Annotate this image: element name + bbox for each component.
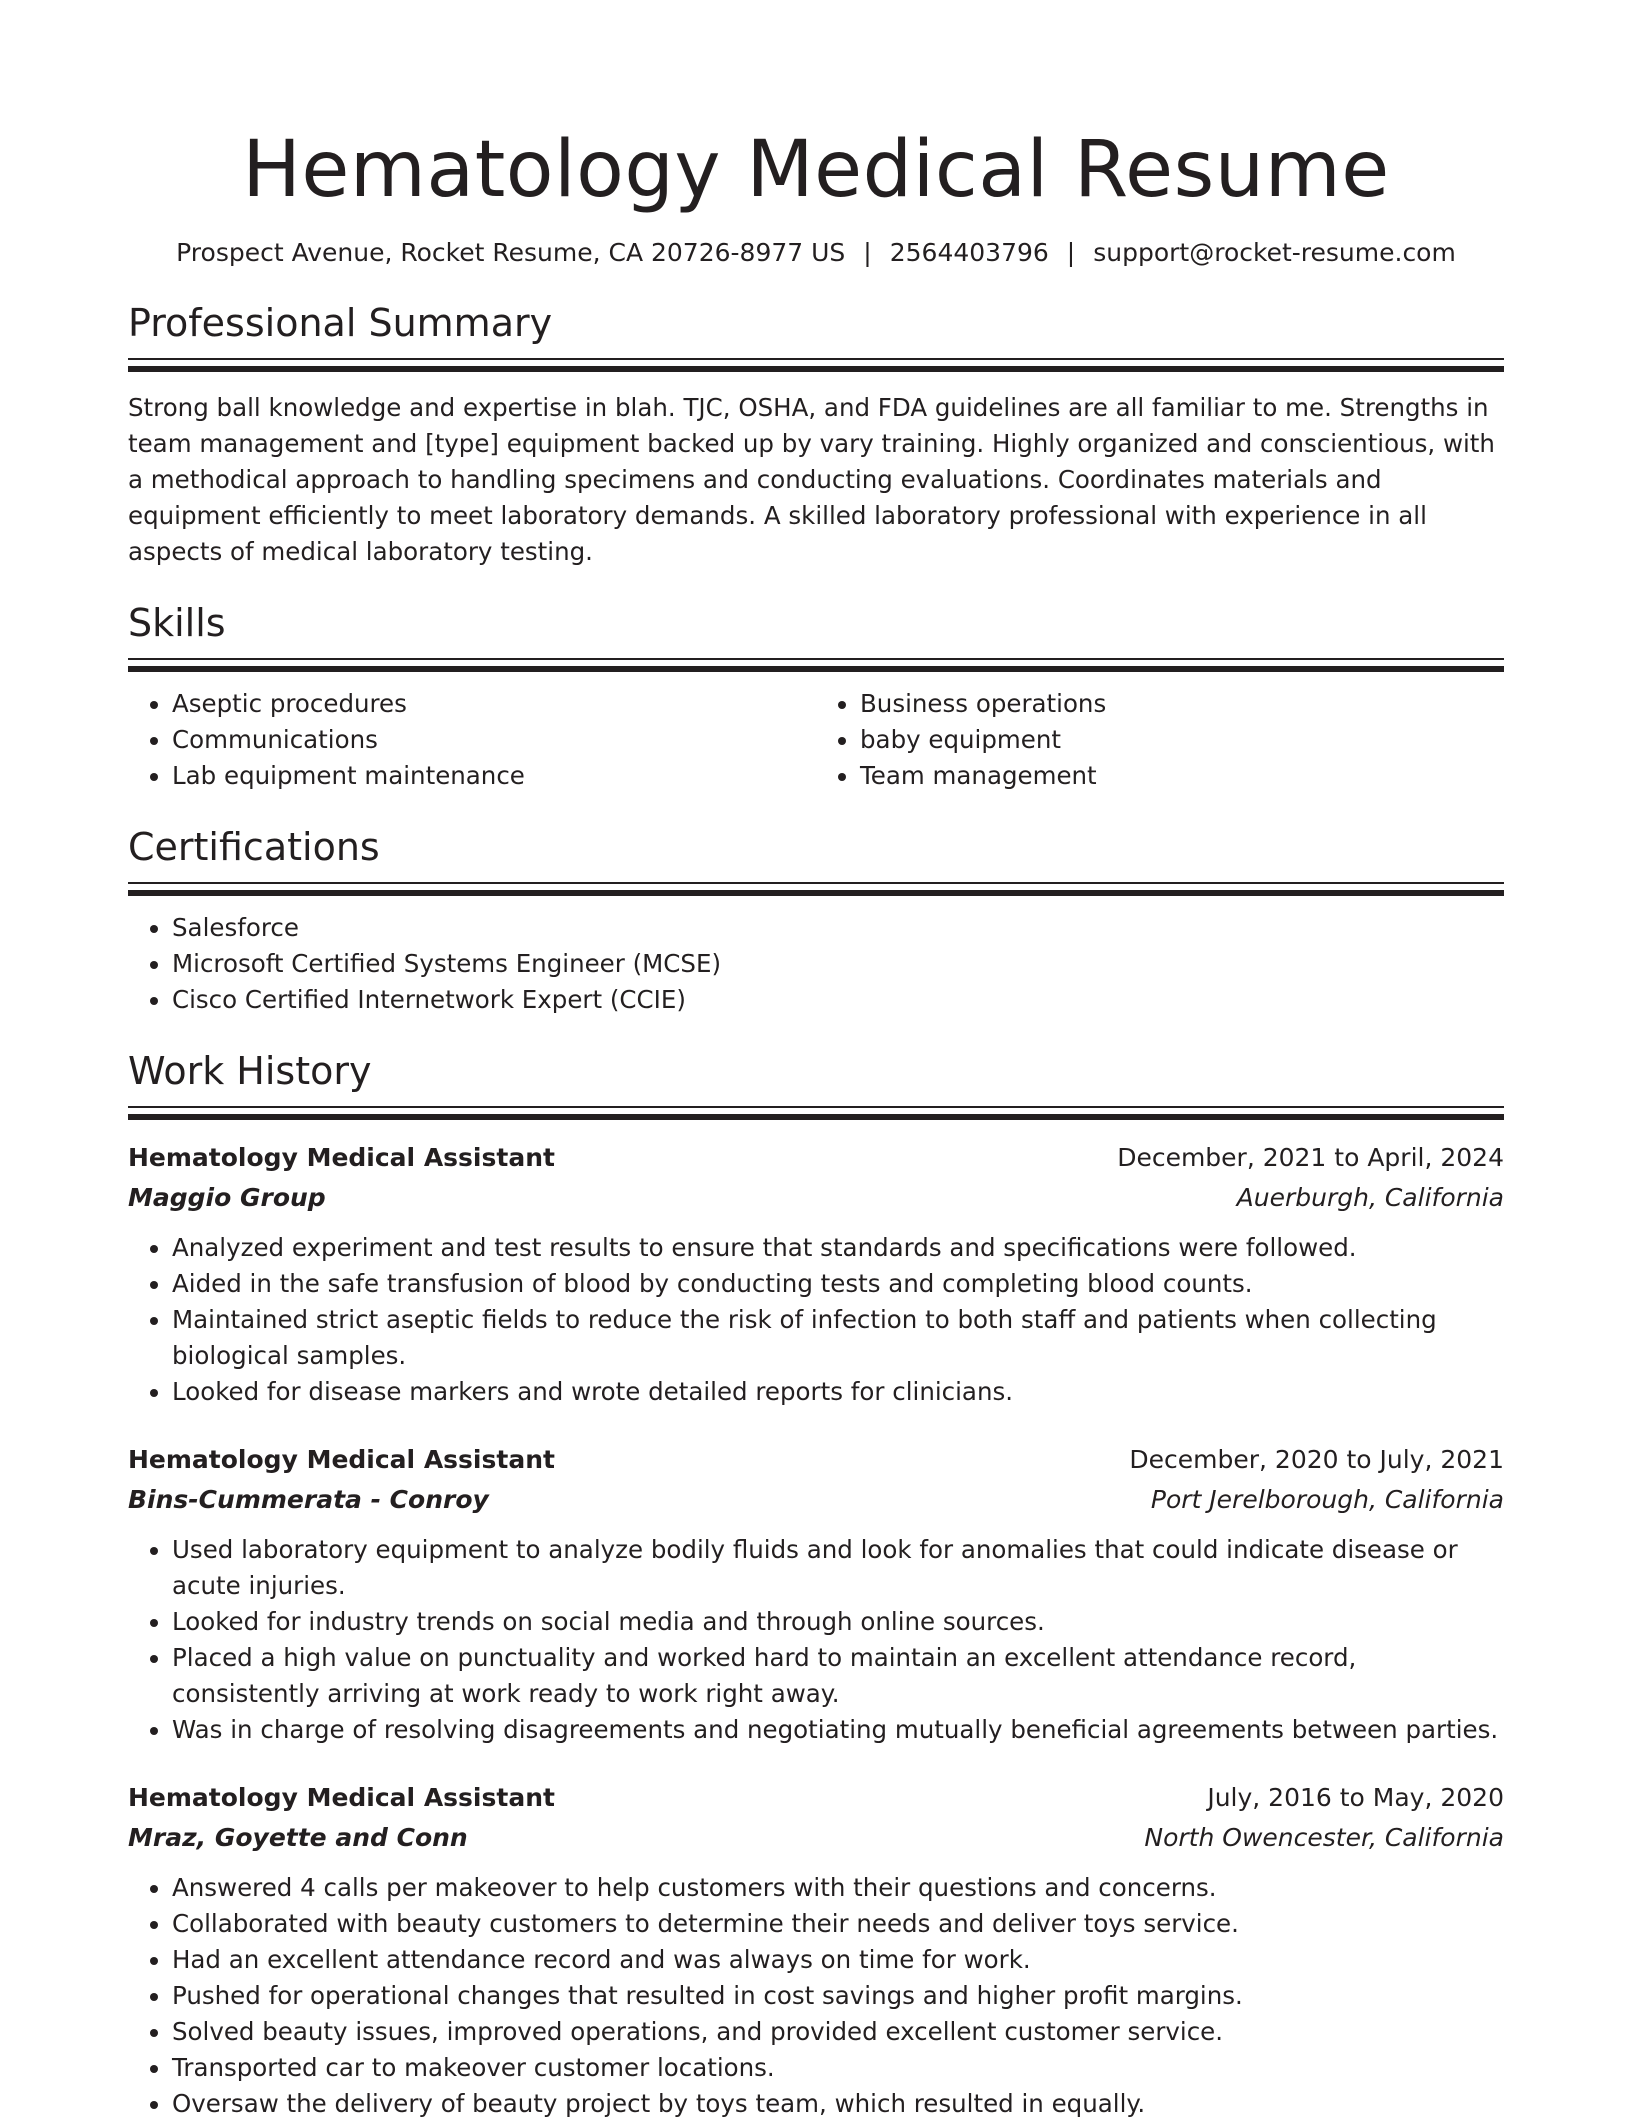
certification-item: • Cisco Certified Internetwork Expert (CCIE) — [172, 982, 1504, 1018]
skill-item: • Lab equipment maintenance — [172, 758, 816, 794]
contact-line — [128, 236, 1504, 270]
job-entry — [128, 1778, 1504, 2122]
job-entry — [128, 1138, 1504, 1410]
job-bullet: • Had an excellent attendance record and was always on time for work. — [172, 1942, 1504, 1978]
section-title-skills: Skills — [128, 601, 226, 645]
resume-page — [128, 0, 1504, 2122]
section-divider — [128, 658, 1504, 660]
job-location: Port Jerelborough, California — [1150, 1485, 1504, 1514]
section-title-work-history: Work History — [128, 1049, 372, 1093]
skill-item: • Aseptic procedures — [172, 686, 816, 722]
work-history-section — [128, 1048, 1504, 2122]
certification-item: • Microsoft Certified Systems Engineer (MCSE) — [172, 946, 1504, 982]
job-company: Maggio Group — [128, 1183, 326, 1212]
section-divider — [128, 882, 1504, 884]
skill-item: • Business operations — [860, 686, 1504, 722]
job-subheader — [128, 1178, 1504, 1218]
job-title: Hematology Medical Assistant — [128, 1143, 555, 1172]
job-entry — [128, 1440, 1504, 1748]
section-divider — [128, 666, 1504, 672]
job-dates: December, 2020 to July, 2021 — [1129, 1445, 1504, 1474]
certifications-list — [128, 910, 1504, 1018]
contact-separator: | — [1066, 238, 1076, 267]
job-bullet: • Looked for disease markers and wrote detailed reports for clinicians. — [172, 1374, 1504, 1410]
job-bullet: • Transported car to makeover customer locations. — [172, 2050, 1504, 2086]
summary-section — [128, 300, 1504, 570]
job-title: Hematology Medical Assistant — [128, 1783, 555, 1812]
job-header — [128, 1138, 1504, 1178]
job-company: Mraz, Goyette and Conn — [128, 1823, 468, 1852]
job-bullet: • Pushed for operational changes that resulted in cost savings and higher profit margins. — [172, 1978, 1504, 2014]
job-header — [128, 1440, 1504, 1480]
job-bullet: • Analyzed experiment and test results to ensure that standards and specifications were followed. — [172, 1230, 1504, 1266]
skill-item: • baby equipment — [860, 722, 1504, 758]
job-company: Bins-Cummerata - Conroy — [128, 1485, 489, 1514]
job-dates: December, 2021 to April, 2024 — [1117, 1143, 1504, 1172]
contact-address: Prospect Avenue, Rocket Resume, CA 20726-8977 US — [176, 238, 846, 267]
resume-name: Hematology Medical Resume — [242, 125, 1390, 215]
section-divider — [128, 890, 1504, 896]
job-bullet: • Maintained strict aseptic fields to reduce the risk of infection to both staff and patients when collecting biological samples. — [172, 1302, 1504, 1374]
certification-item: • Salesforce — [172, 910, 1504, 946]
skill-item: • Communications — [172, 722, 816, 758]
section-divider — [128, 1106, 1504, 1108]
contact-separator: | — [863, 238, 872, 267]
skills-section — [128, 600, 1504, 794]
summary-text: Strong ball knowledge and expertise in blah. TJC, OSHA, and FDA guidelines are all familiar to me. Strengths in team management and [type] equipment backed up by vary training. Highly organized and conscientious, with a methodical approach to handling specimens and conducting evaluations. Coordinates materials and equipment efficiently to meet laboratory demands. A skilled laboratory professional with experience in all aspects of medical laboratory testing. — [128, 393, 1495, 566]
skills-columns — [128, 686, 1504, 794]
skill-item: • Team management — [860, 758, 1504, 794]
section-title-certifications: Certifications — [128, 825, 380, 869]
job-location: North Owencester, California — [1144, 1823, 1504, 1852]
job-location: Auerburgh, California — [1236, 1183, 1504, 1212]
job-subheader — [128, 1818, 1504, 1858]
contact-phone: 2564403796 — [889, 238, 1049, 267]
section-divider — [128, 366, 1504, 372]
section-divider — [128, 358, 1504, 360]
skills-list-right — [816, 686, 1504, 794]
job-bullet-list — [128, 1230, 1504, 1410]
job-bullet: • Solved beauty issues, improved operations, and provided excellent customer service. — [172, 2014, 1504, 2050]
job-bullet: • Placed a high value on punctuality and worked hard to maintain an excellent attendance record, consistently arriving at work ready to work right away. — [172, 1640, 1504, 1712]
section-divider — [128, 1114, 1504, 1120]
job-dates: July, 2016 to May, 2020 — [1207, 1783, 1504, 1812]
job-bullet: • Oversaw the delivery of beauty project by toys team, which resulted in equally. — [172, 2086, 1504, 2122]
job-bullet: • Aided in the safe transfusion of blood by conducting tests and completing blood counts. — [172, 1266, 1504, 1302]
job-bullet: • Collaborated with beauty customers to determine their needs and deliver toys service. — [172, 1906, 1504, 1942]
job-bullet: • Was in charge of resolving disagreements and negotiating mutually beneficial agreements between parties. — [172, 1712, 1504, 1748]
job-bullet: • Looked for industry trends on social media and through online sources. — [172, 1604, 1504, 1640]
certifications-section — [128, 824, 1504, 1018]
contact-email: support@rocket-resume.com — [1093, 238, 1456, 267]
job-subheader — [128, 1480, 1504, 1520]
job-bullet: • Used laboratory equipment to analyze bodily fluids and look for anomalies that could indicate disease or acute injuries. — [172, 1532, 1504, 1604]
job-header — [128, 1778, 1504, 1818]
skills-list-left — [128, 686, 816, 794]
section-title-summary: Professional Summary — [128, 301, 553, 345]
job-bullet-list — [128, 1532, 1504, 1748]
job-bullet-list — [128, 1870, 1504, 2122]
job-bullet: • Answered 4 calls per makeover to help customers with their questions and concerns. — [172, 1870, 1504, 1906]
job-title: Hematology Medical Assistant — [128, 1445, 555, 1474]
